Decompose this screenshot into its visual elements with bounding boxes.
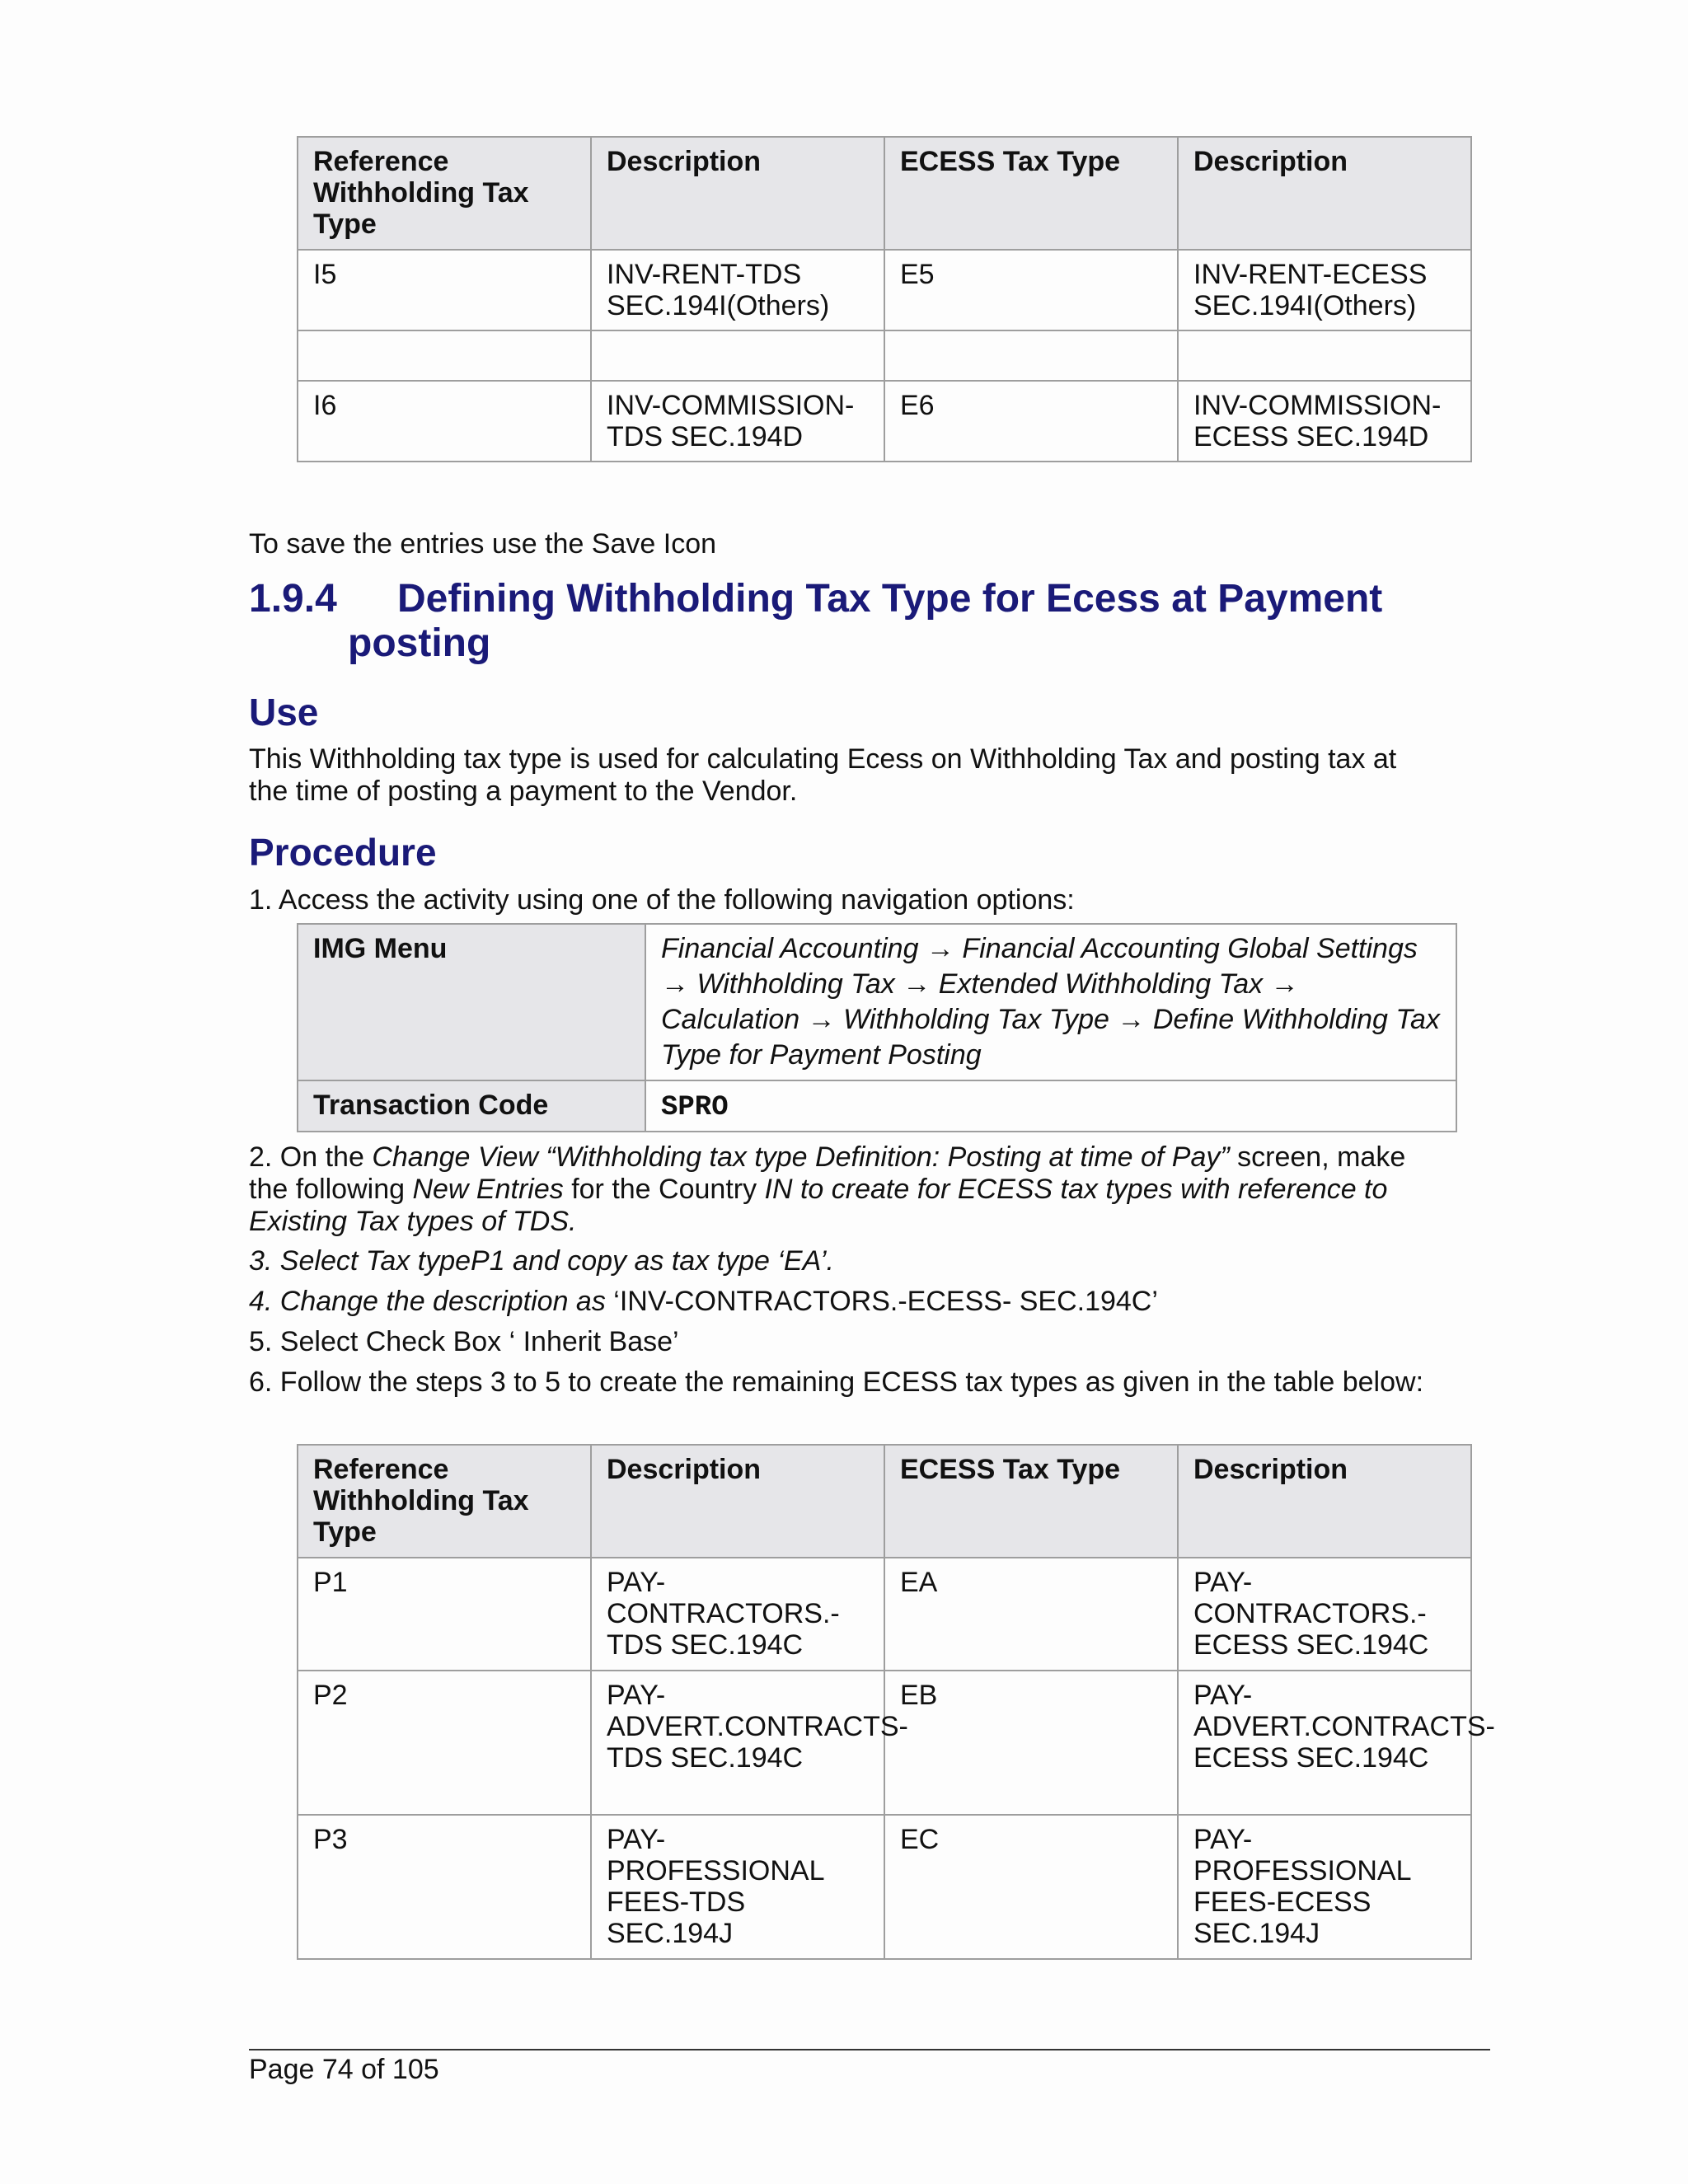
cell: PAY-CONTRACTORS.-ECESS SEC.194C (1178, 1558, 1471, 1671)
use-text: This Withholding tax type is used for calculating Ecess on Withholding Tax and posting tax at the time of posting a payment to the Vendor. (249, 743, 1397, 807)
img-menu-label: IMG Menu (298, 924, 645, 1080)
header-reference-type: Reference Withholding Tax Type (298, 137, 591, 250)
step2-text: screen, make the following (249, 1141, 1406, 1205)
step2-screen-name: Change View “Withholding tax type Definition: Posting at time of Pay” (372, 1141, 1230, 1173)
cell: I5 (298, 250, 591, 330)
cell: PAY-CONTRACTORS.-TDS SEC.194C (591, 1558, 884, 1671)
footer-divider (249, 2049, 1490, 2050)
table-row (298, 1558, 1471, 1671)
cell: INV-RENT-ECESS SEC.194I(Others) (1178, 250, 1471, 330)
table-row (298, 1671, 1471, 1815)
step2-text: 2. On the (249, 1141, 373, 1173)
cell: I6 (298, 381, 591, 462)
procedure-step-4 (249, 1286, 1436, 1318)
header-description-ecess: Description (1178, 137, 1471, 250)
navigation-options-table (297, 923, 1457, 1132)
section-number: 1.9.4 (249, 577, 337, 621)
step2-country-note: IN to create for ECESS tax types with reference to Existing Tax types of TDS. (249, 1174, 1388, 1237)
cell (591, 330, 884, 381)
transaction-code-label: Transaction Code (298, 1080, 645, 1132)
withholding-tax-table-1 (297, 136, 1472, 462)
header-ecess-type: ECESS Tax Type (884, 1445, 1178, 1558)
use-heading: Use (249, 691, 319, 733)
procedure-step-2 (249, 1141, 1419, 1238)
cell (298, 330, 591, 381)
cell: P2 (298, 1671, 591, 1815)
save-note: To save the entries use the Save Icon (249, 528, 717, 560)
cell: P1 (298, 1558, 591, 1671)
cell (884, 330, 1178, 381)
cell: PAY-ADVERT.CONTRACTS-TDS SEC.194C (591, 1671, 884, 1815)
cell: E6 (884, 381, 1178, 462)
procedure-step-5: 5. Select Check Box ‘ Inherit Base’ (249, 1326, 679, 1357)
header-description: Description (591, 1445, 884, 1558)
cell: PAY-PROFESSIONAL FEES-ECESS SEC.194J (1178, 1815, 1471, 1959)
cell: INV-COMMISSION-ECESS SEC.194D (1178, 381, 1471, 462)
step4-label: 4. Change the description as (249, 1286, 614, 1317)
procedure-step-3: 3. Select Tax typeP1 and copy as tax type ‘EA’. (249, 1245, 834, 1277)
table-row (298, 250, 1471, 330)
cell: EC (884, 1815, 1178, 1959)
procedure-step-6: 6. Follow the steps 3 to 5 to create the remaining ECESS tax types as given in the table below: (249, 1366, 1424, 1398)
img-menu-path: Financial Accounting → Financial Accounting Global Settings → Withholding Tax → Extended Withholding Tax → Calculation → Withholding Tax Type → Define Withholding Tax Type for Payment Posting (645, 924, 1456, 1080)
section-title-line2: posting (348, 621, 491, 665)
withholding-tax-table-2 (297, 1444, 1495, 1960)
page-number: Page 74 of 105 (249, 2054, 439, 2085)
header-ecess-type: ECESS Tax Type (884, 137, 1178, 250)
step4-description: ‘INV-CONTRACTORS.-ECESS- SEC.194C’ (613, 1286, 1158, 1317)
header-description-ecess: Description (1178, 1445, 1471, 1558)
table-row (298, 330, 1471, 381)
cell: P3 (298, 1815, 591, 1959)
cell: INV-RENT-TDS SEC.194I(Others) (591, 250, 884, 330)
table-row (298, 1815, 1471, 1959)
step2-new-entries: New Entries (412, 1174, 564, 1205)
header-reference-type: Reference Withholding Tax Type (298, 1445, 591, 1558)
cell: E5 (884, 250, 1178, 330)
procedure-heading: Procedure (249, 831, 437, 874)
header-description: Description (591, 137, 884, 250)
step2-text: for the Country (563, 1174, 765, 1205)
cell: PAY-ADVERT.CONTRACTS-ECESS SEC.194C (1178, 1671, 1471, 1815)
transaction-code: SPRO (661, 1092, 729, 1123)
cell: PAY-PROFESSIONAL FEES-TDS SEC.194J (591, 1815, 884, 1959)
procedure-step-1: 1. Access the activity using one of the following navigation options: (249, 884, 1075, 916)
section-title-line1: Defining Withholding Tax Type for Ecess at Payment (397, 577, 1383, 621)
cell: EB (884, 1671, 1178, 1815)
table-row (298, 381, 1471, 462)
cell (1178, 330, 1471, 381)
cell: INV-COMMISSION-TDS SEC.194D (591, 381, 884, 462)
cell: EA (884, 1558, 1178, 1671)
